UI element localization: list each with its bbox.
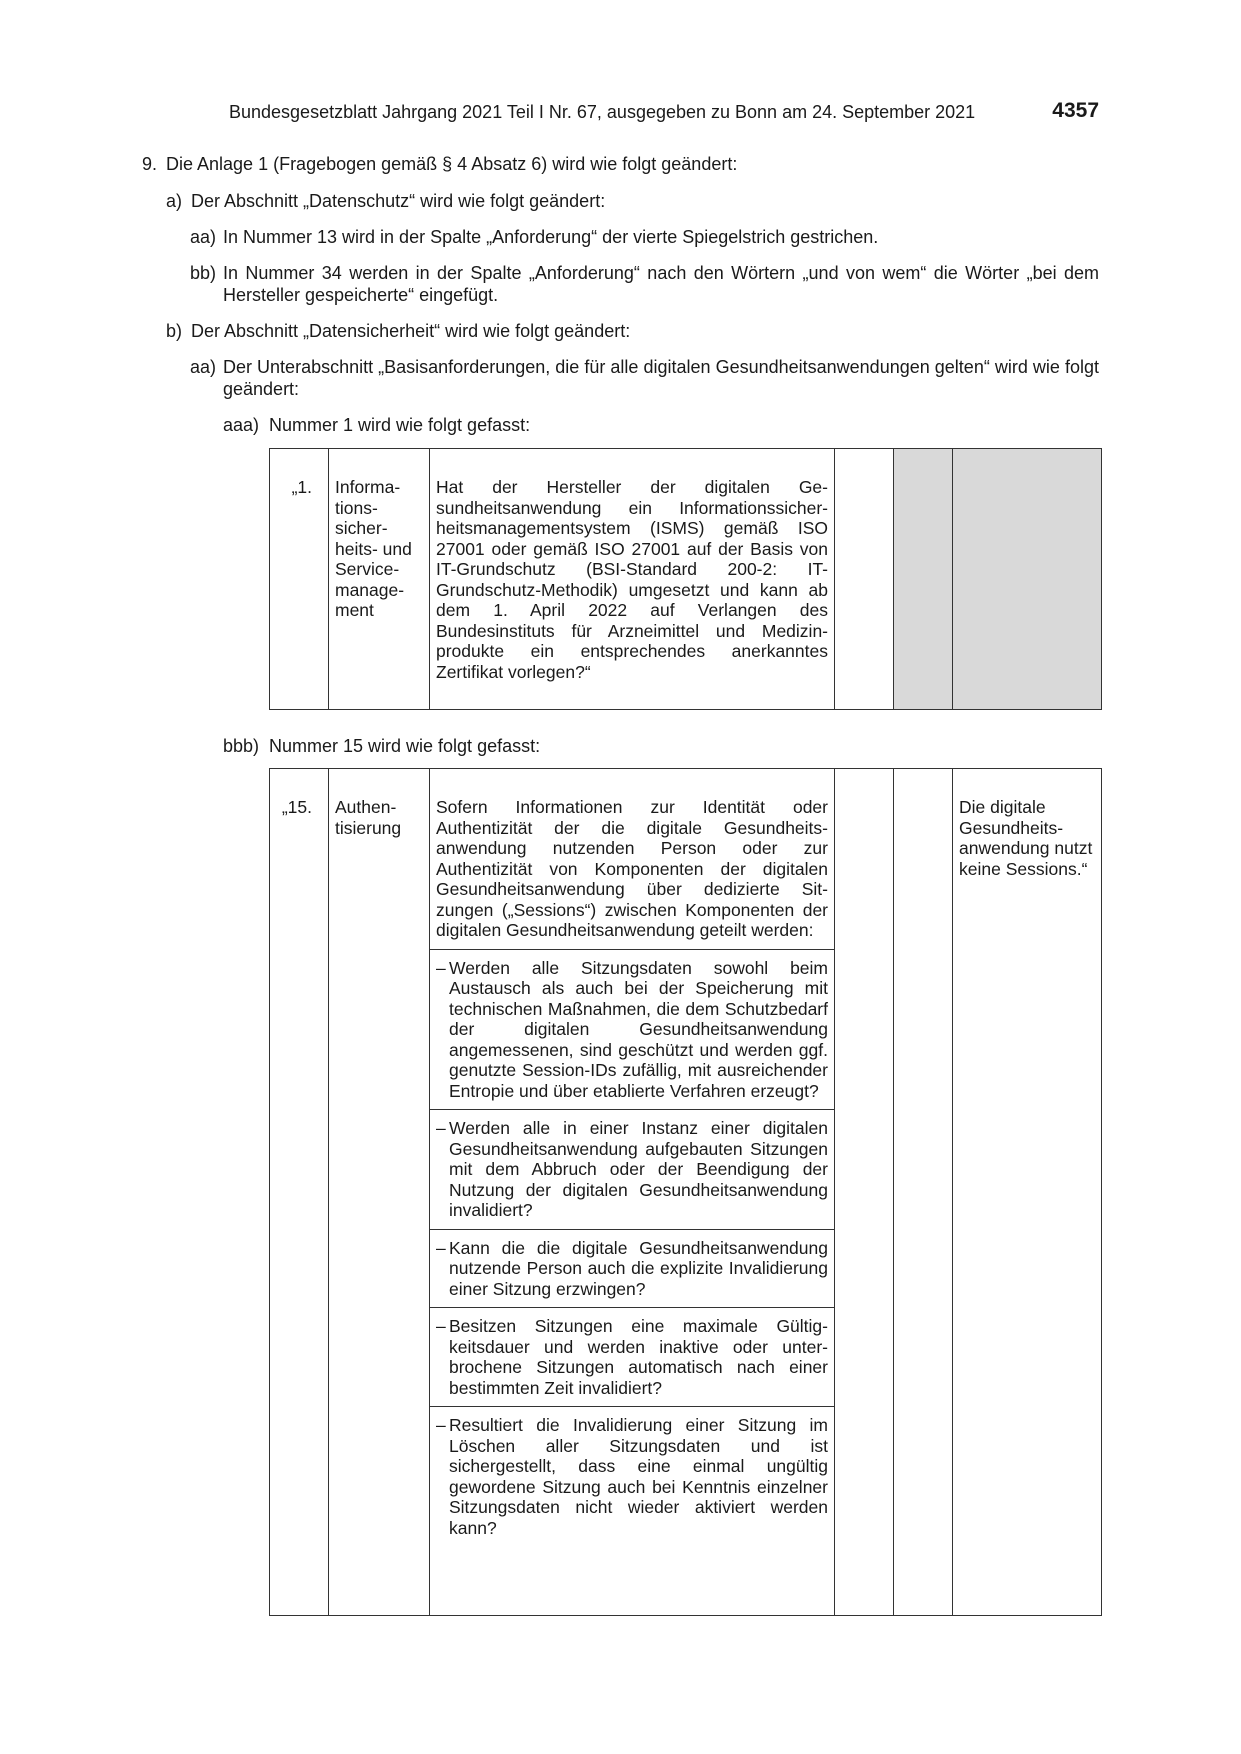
item-a-aa [190, 226, 1099, 248]
requirement-item-text: Werden alle Sitzungsdaten sowohl beim Austausch als auch bei der Speicherung mit technischen Maßnahmen, die dem Schutzbedarf der digitalen Gesundheitsanwendung angemessenen, sind geschützt und werden ggf. genutzte Session-IDs zufällig, mit ausreichender Entropie und über etablierte Verfahren erzeugt? [449, 957, 828, 1101]
requirement-list-item [430, 1109, 834, 1221]
item-aaa [223, 414, 1099, 436]
item-label: b) [166, 321, 183, 341]
requirement-intro: Sofern Informationen zur Identität oder Authentizität der die digitale Gesundheitsanwendung nutzenden Person oder zur Authentizität von Komponenten der digitalen Gesundheitsanwendung über dedizierte Sitzungen („Sessions“) zwischen Komponenten der digitalen Gesundheitsanwendung geteilt werden: [436, 797, 828, 940]
item-label: aa) [190, 227, 217, 247]
item-a-bb [190, 262, 1099, 306]
item-label: bbb) [223, 736, 260, 756]
item-text: Nummer 15 wird wie folgt gefasst: [269, 736, 541, 756]
requirement-item-text: Resultiert die Invalidierung einer Sitzung im Löschen aller Sitzungsdaten und ist sichergestellt, dass eine einmal ungültig gewordene Sitzung auch bei Kenntnis einzelner Sitzungsdaten nicht wieder aktiviert werden kann? [449, 1415, 828, 1538]
dash-bullet: – [436, 957, 446, 978]
row-topic: Authentisierung [329, 769, 430, 1616]
shaded-cell [953, 449, 1102, 710]
dash-bullet: – [436, 1237, 446, 1258]
item-9 [142, 153, 1099, 175]
item-text: In Nummer 13 wird in der Spalte „Anforderung“ der vierte Spiegelstrich gestrichen. [223, 227, 879, 247]
page-number: 4357 [1052, 99, 1099, 122]
item-text: Der Abschnitt „Datensicherheit“ wird wie folgt geändert: [191, 321, 631, 341]
item-text: Der Unterabschnitt „Basisanforderungen, die für alle digitalen Gesundheitsanwendungen gelten“ wird wie folgt geändert: [223, 357, 1099, 399]
requirement-item-text: Werden alle in einer Instanz einer digitalen Gesundheitsanwendung aufgebauten Sitzungen mit dem Abbruch oder der Beendigung der Nutzung der digitalen Gesundheitsanwendung invalidiert? [449, 1118, 828, 1220]
dash-bullet: – [436, 1316, 446, 1336]
row-number: „15. [270, 769, 329, 1616]
requirement-list-item [430, 1307, 834, 1398]
item-label: a) [166, 191, 183, 211]
item-a [166, 190, 1099, 212]
item-bbb [223, 735, 1099, 757]
item-label: aaa) [223, 415, 260, 435]
row-topic: Informationssicherheits- und Servicemanagement [329, 449, 430, 710]
requirement-item-text: Besitzen Sitzungen eine maximale Gültigkeitsdauer und werden inaktive oder unterbrochene Sitzungen automatisch nach einer bestimmten Zeit invalidiert? [449, 1316, 828, 1398]
requirement-list-item [430, 1406, 834, 1538]
table-row [270, 449, 1102, 710]
table-number-15 [269, 768, 1102, 1616]
item-label: aa) [190, 357, 217, 377]
dash-bullet: – [436, 1415, 446, 1435]
item-b [166, 320, 1099, 342]
requirement-list-item [430, 1229, 834, 1300]
empty-cell [835, 449, 894, 710]
row-requirement: Hat der Hersteller der digitalen Gesundheitsanwendung ein Informationssicherheitsmanagementsystem (ISMS) gemäß ISO 27001 oder gemäß ISO 27001 auf der Basis von IT-Grundschutz (BSI-Standard 200-2: IT-Grundschutz-Methodik) umgesetzt und kann ab dem 1. April 2022 auf Verlangen des Bundesinstituts für Arzneimittel und Medizinprodukte ein entsprechendes anerkanntes Zertifikat vorlegen?“ [430, 449, 835, 710]
item-text: In Nummer 34 werden in der Spalte „Anforderung“ nach den Wörtern „und von wem“ die Wörter „bei dem Hersteller gespeicherte“ eingefügt. [223, 263, 1099, 305]
item-text: Der Abschnitt „Datenschutz“ wird wie folgt geändert: [191, 191, 606, 211]
empty-cell [835, 769, 894, 1616]
row-number: „1. [270, 449, 329, 710]
table-number-1 [269, 448, 1102, 710]
header-title: Bundesgesetzblatt Jahrgang 2021 Teil I Nr. 67, ausgegeben zu Bonn am 24. September 2021 [229, 102, 976, 122]
table-row [270, 769, 1102, 1616]
shaded-cell [894, 449, 953, 710]
item-b-aa [190, 356, 1099, 400]
item-label: 9. [142, 154, 158, 174]
dash-bullet: – [436, 1118, 446, 1138]
row-requirement [430, 769, 835, 1616]
requirement-item-text: Kann die die digitale Gesundheitsanwendung nutzende Person auch die explizite Invalidierung einer Sitzung erzwingen? [449, 1237, 828, 1299]
row-note: Die digitale Gesundheitsanwendung nutzt keine Sessions.“ [953, 769, 1102, 1616]
empty-cell [894, 769, 953, 1616]
item-text: Nummer 1 wird wie folgt gefasst: [269, 415, 531, 435]
item-label: bb) [190, 263, 217, 283]
item-text: Die Anlage 1 (Fragebogen gemäß § 4 Absatz 6) wird wie folgt geändert: [166, 154, 738, 174]
requirement-list-item [430, 949, 834, 1102]
